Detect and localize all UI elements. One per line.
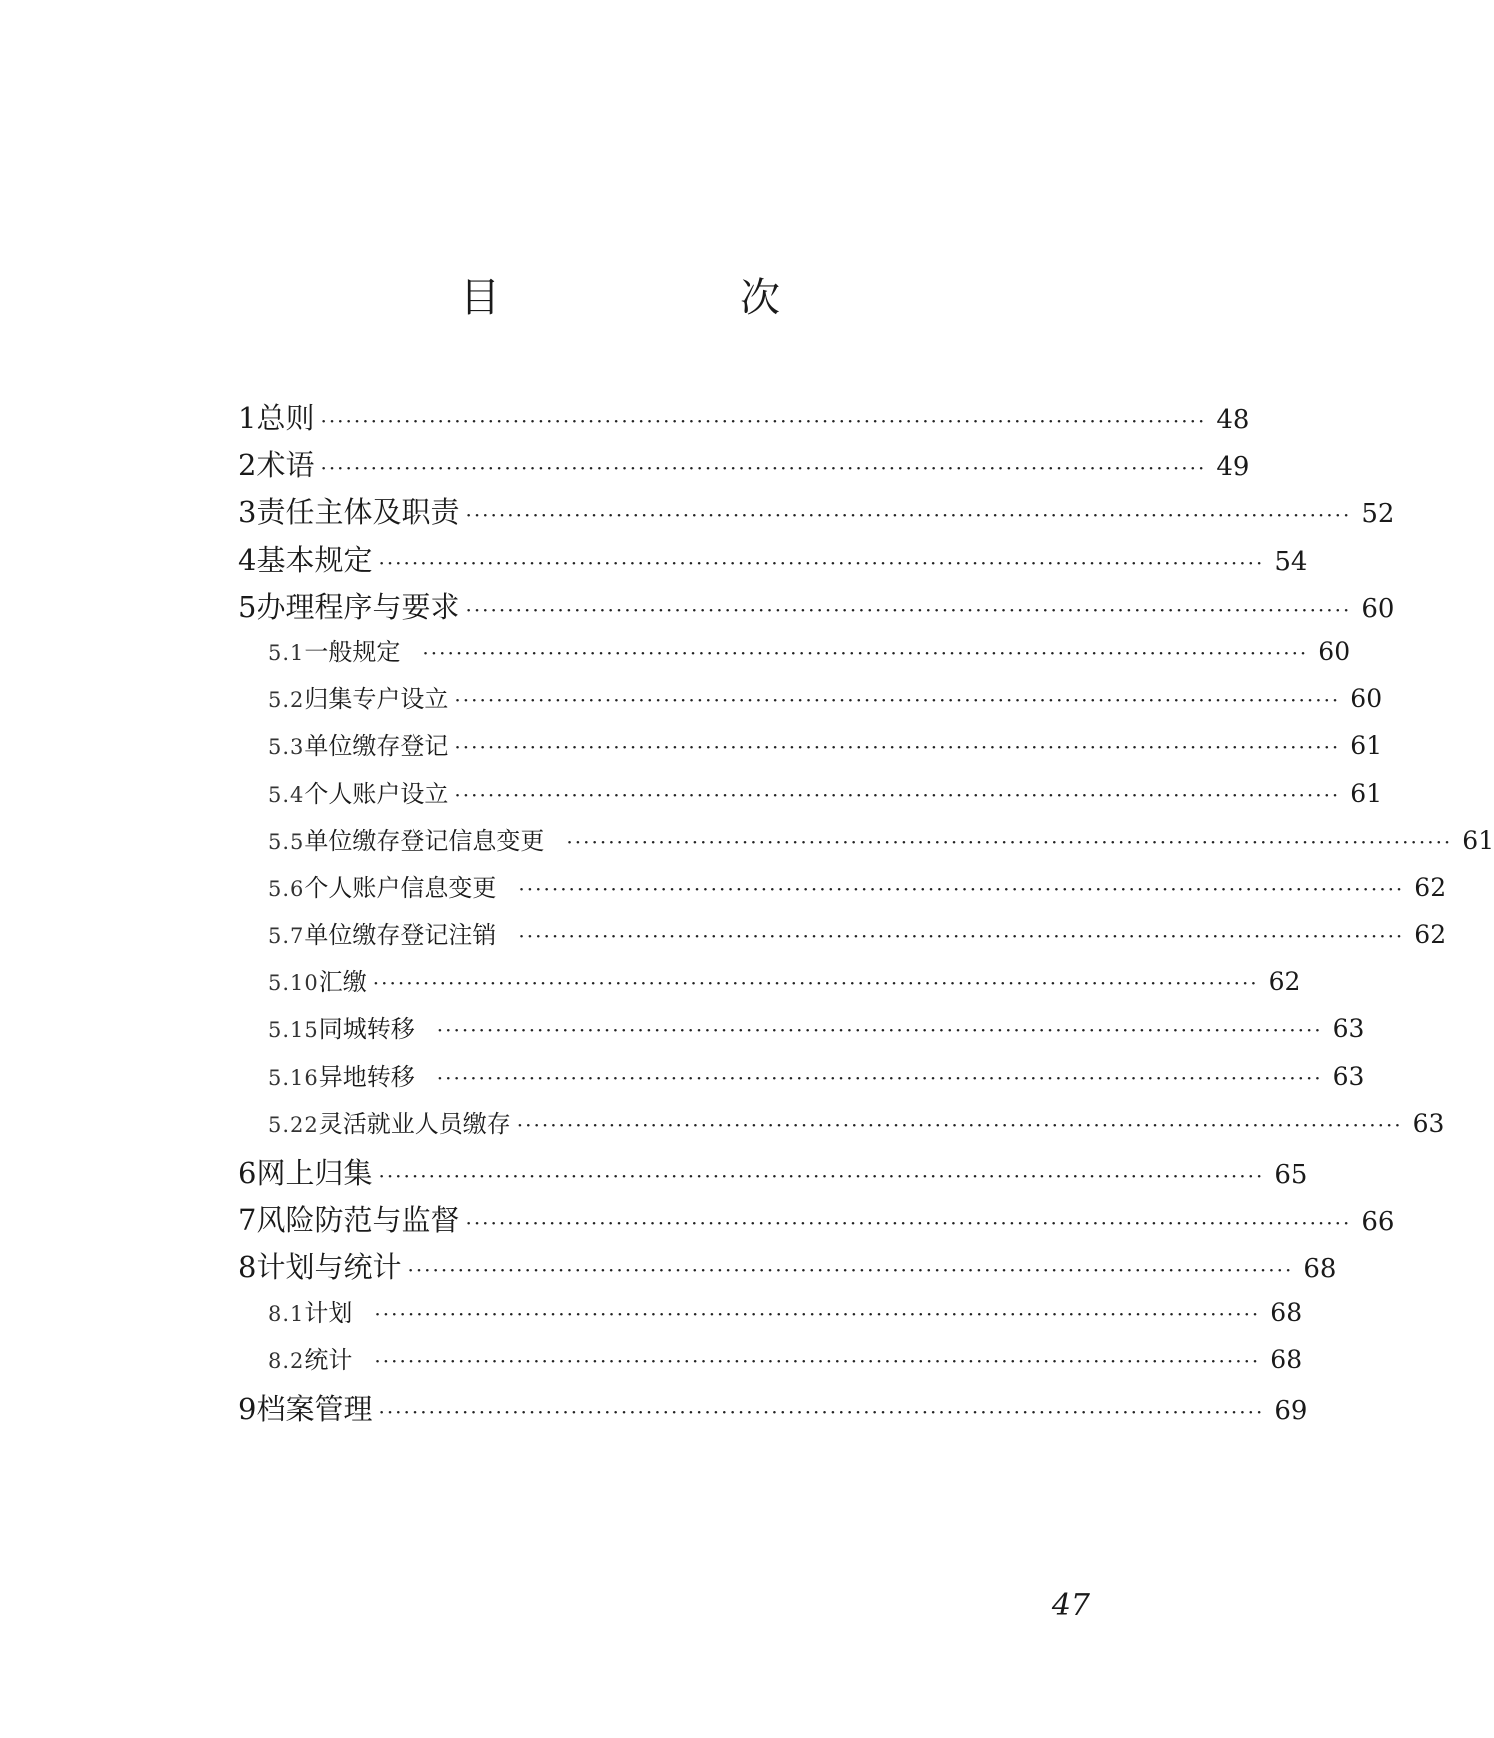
entry-page: 68 <box>1270 1344 1303 1374</box>
toc-entry-5-16[interactable] <box>238 1057 1365 1104</box>
dot-leader: ·········································································································· <box>436 1018 1323 1043</box>
entry-number: 4 <box>238 542 257 577</box>
entry-number: 5.2 <box>268 688 305 713</box>
dot-leader: ·········································································································· <box>407 1258 1294 1283</box>
entry-number: 5.15 <box>268 1018 319 1043</box>
dot-leader: ·········································································································· <box>320 456 1207 481</box>
table-of-contents <box>238 396 1494 1434</box>
entry-number: 5.7 <box>268 924 305 949</box>
entry-page: 60 <box>1350 684 1383 714</box>
dot-leader: ·········································································································· <box>465 1211 1352 1236</box>
dot-leader: ·········································································································· <box>454 688 1341 713</box>
page-number: 47 <box>1051 1588 1090 1623</box>
entry-page: 62 <box>1414 872 1447 902</box>
dot-leader: ·········································································································· <box>465 597 1352 622</box>
entry-number: 5.3 <box>268 735 305 760</box>
dot-leader: ·········································································································· <box>516 1112 1403 1137</box>
entry-label: 办理程序与要求 <box>256 589 460 624</box>
toc-entry-5-7[interactable] <box>238 915 1447 962</box>
entry-number: 8.2 <box>268 1348 305 1373</box>
entry-page: 68 <box>1270 1297 1303 1327</box>
toc-entry-5-22[interactable] <box>238 1104 1445 1151</box>
entry-label: 个人账户信息变更 <box>304 873 497 902</box>
entry-number: 5.5 <box>268 829 305 854</box>
dot-leader: ·········································································································· <box>566 829 1453 854</box>
entry-number: 6 <box>238 1156 257 1190</box>
entry-label: 灵活就业人员缴存 <box>318 1109 511 1138</box>
toc-entry-5-15[interactable] <box>238 1009 1365 1056</box>
entry-label: 单位缴存登记注销 <box>304 921 497 950</box>
entry-label: 个人账户设立 <box>304 779 449 808</box>
dot-leader: ·········································································································· <box>374 1348 1261 1373</box>
toc-entry-9[interactable] <box>238 1387 1308 1434</box>
entry-number: 7 <box>238 1203 257 1238</box>
dot-leader: ·········································································································· <box>378 1164 1265 1188</box>
entry-number: 8 <box>238 1250 257 1285</box>
entry-number: 5.4 <box>268 782 305 807</box>
entry-label: 计划 <box>304 1298 353 1327</box>
entry-label: 同城转移 <box>318 1015 415 1044</box>
dot-leader: ·········································································································· <box>378 550 1265 575</box>
toc-entry-5[interactable] <box>238 585 1395 632</box>
toc-title: 目 次 <box>460 275 880 321</box>
entry-page: 68 <box>1303 1254 1337 1285</box>
entry-page: 52 <box>1361 499 1395 530</box>
entry-page: 62 <box>1414 920 1447 950</box>
entry-page: 63 <box>1412 1108 1445 1138</box>
entry-number: 5.1 <box>268 640 305 665</box>
entry-number: 8.1 <box>268 1301 305 1326</box>
entry-label: 风险防范与监督 <box>256 1203 460 1238</box>
entry-label: 网上归集 <box>256 1156 373 1190</box>
entry-number: 5 <box>238 589 257 624</box>
entry-label: 总则 <box>256 401 315 435</box>
entry-page: 54 <box>1274 546 1308 577</box>
toc-entry-7[interactable] <box>238 1198 1395 1245</box>
toc-entry-5-1[interactable] <box>238 632 1351 679</box>
toc-entry-5-3[interactable] <box>238 726 1383 773</box>
entry-number: 5.6 <box>268 876 305 901</box>
entry-page: 60 <box>1361 593 1395 624</box>
toc-entry-5-2[interactable] <box>238 679 1383 726</box>
dot-leader: ·········································································································· <box>372 971 1259 996</box>
toc-entry-2[interactable] <box>238 443 1250 490</box>
dot-leader: ·········································································································· <box>378 1399 1265 1424</box>
entry-label: 基本规定 <box>256 542 373 577</box>
entry-label: 归集专户设立 <box>304 685 449 714</box>
dot-leader: ·········································································································· <box>374 1301 1261 1326</box>
dot-leader: ·········································································································· <box>436 1065 1323 1090</box>
dot-leader: ·········································································································· <box>518 924 1405 949</box>
entry-label: 一般规定 <box>304 637 401 666</box>
entry-number: 5.22 <box>268 1112 319 1137</box>
entry-page: 60 <box>1318 636 1351 666</box>
entry-number: 1 <box>238 401 257 435</box>
entry-page: 48 <box>1216 405 1250 435</box>
entry-label: 单位缴存登记 <box>304 732 449 761</box>
entry-label: 异地转移 <box>318 1062 415 1091</box>
entry-page: 61 <box>1350 731 1383 761</box>
entry-number: 9 <box>238 1391 257 1426</box>
dot-leader: ·········································································································· <box>454 782 1341 807</box>
entry-label: 统计 <box>304 1345 353 1374</box>
entry-page: 65 <box>1274 1160 1308 1190</box>
entry-number: 2 <box>238 448 257 483</box>
toc-entry-6[interactable] <box>238 1151 1308 1198</box>
dot-leader: ·········································································································· <box>465 503 1352 528</box>
dot-leader: ·········································································································· <box>518 876 1405 901</box>
toc-entry-1[interactable] <box>238 396 1250 443</box>
entry-number: 5.10 <box>268 971 319 996</box>
dot-leader: ·········································································································· <box>454 735 1341 760</box>
entry-page: 49 <box>1216 452 1250 483</box>
toc-entry-5-10[interactable] <box>238 962 1301 1009</box>
toc-entry-8-2[interactable] <box>238 1340 1303 1387</box>
entry-label: 责任主体及职责 <box>256 495 460 530</box>
entry-page: 62 <box>1268 967 1301 997</box>
entry-page: 63 <box>1332 1061 1365 1091</box>
entry-label: 档案管理 <box>256 1391 373 1426</box>
toc-entry-8[interactable] <box>238 1245 1337 1292</box>
entry-label: 汇缴 <box>318 968 367 997</box>
entry-page: 61 <box>1462 825 1494 855</box>
entry-number: 5.16 <box>268 1065 319 1090</box>
entry-page: 66 <box>1361 1207 1395 1238</box>
toc-entry-4[interactable] <box>238 538 1308 585</box>
dot-leader: ·········································································································· <box>320 409 1207 433</box>
entry-label: 单位缴存登记信息变更 <box>304 826 545 855</box>
toc-entry-5-5[interactable] <box>238 821 1494 868</box>
dot-leader: ·········································································································· <box>422 640 1309 665</box>
entry-number: 3 <box>238 495 257 530</box>
toc-entry-8-1[interactable] <box>238 1293 1303 1340</box>
entry-page: 69 <box>1274 1395 1308 1426</box>
toc-entry-5-6[interactable] <box>238 868 1447 915</box>
entry-page: 61 <box>1350 778 1383 808</box>
entry-page: 63 <box>1332 1014 1365 1044</box>
entry-label: 计划与统计 <box>256 1250 402 1285</box>
entry-label: 术语 <box>256 448 315 483</box>
toc-entry-3[interactable] <box>238 490 1395 537</box>
toc-entry-5-4[interactable] <box>238 774 1383 821</box>
